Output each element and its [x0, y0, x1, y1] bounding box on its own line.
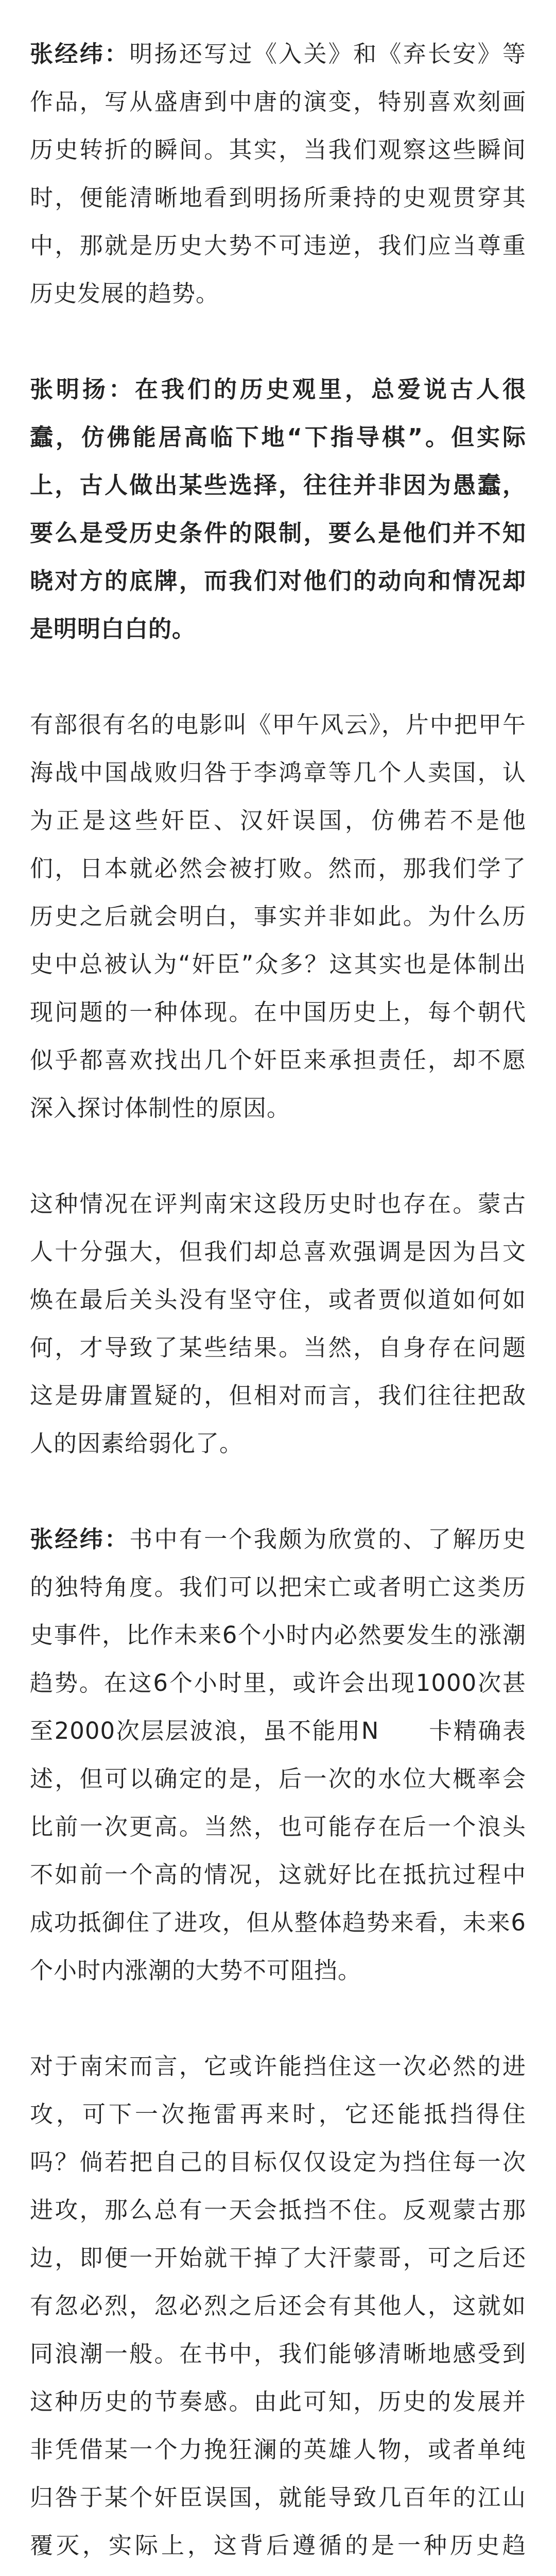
paragraph-1 — [30, 30, 526, 317]
paragraph-text: 书中有一个我颇为欣赏的、了解历史的独特角度。我们可以把宋亡或者明亡这类历史事件，比作未来6个小时内必然要发生的涨潮趋势。在这6个小时里，或许会出现1000次甚至2000次层层波浪，虽不能用N 卡精确表述，但可以确定的是，后一次的水位大概率会比前一次更高。当然，也可能存在后一个浪头不如前一个高的情况，这就好比在抵抗过程中成功抵御住了进攻，但从整体趋势来看，未来6个小时内涨潮的大势不可阻挡。 — [30, 1526, 526, 1984]
paragraph-text: 对于南宋而言，它或许能挡住这一次必然的进攻，可下一次拖雷再来时，它还能抵挡得住吗？倘若把自己的目标仅仅设定为挡住每一次进攻，那么总有一天会抵挡不住。反观蒙古那边，即便一开始就干掉了大汗蒙哥，可之后还有忽必烈，忽必烈之后还会有其他人，这就如同浪潮一般。在书中，我们能够清晰地感受到这种历史的节奏感。由此可知，历史的发展并非凭借某一个力挽狂澜的英雄人物，或者单纯归咎于某个奸臣误国，就能导致几百年的江山覆灭，实际上，这背后遵循的是一种历史趋 — [30, 2053, 526, 2559]
paragraph-4 — [30, 1180, 526, 1467]
paragraph-text: 有部很有名的电影叫《甲午风云》，片中把甲午海战中国战败归咎于李鸿章等几个人卖国，认为正是这些奸臣、汉奸误国，仿佛若不是他们，日本就必然会被打败。然而，那我们学了历史之后就会明白，事实并非如此。为什么历史中总被认为“奸臣”众多？这其实也是体制出现问题的一种体现。在中国历史上，每个朝代似乎都喜欢找出几个奸臣来承担责任，却不愿深入探讨体制性的原因。 — [30, 711, 526, 1122]
paragraph-2 — [30, 365, 526, 653]
paragraph-text: 明扬还写过《入关》和《弃长安》等作品，写从盛唐到中唐的演变，特别喜欢刻画历史转折的瞬间。其实，当我们观察这些瞬间时，便能清晰地看到明扬所秉持的史观贯穿其中，那就是历史大势不可违逆，我们应当尊重历史发展的趋势。 — [30, 40, 526, 307]
paragraph-5 — [30, 1515, 526, 1994]
paragraph-text: 这种情况在评判南宋这段历史时也存在。蒙古人十分强大，但我们却总喜欢强调是因为吕文焕在最后关头没有坚守住，或者贾似道如何如何，才导致了某些结果。当然，自身存在问题这是毋庸置疑的，但相对而言，我们往往把敌人的因素给弱化了。 — [30, 1190, 526, 1457]
paragraph-text: 在我们的历史观里，总爱说古人很蠢，仿佛能居高临下地“下指导棋”。但实际上，古人做出某些选择，往往并非因为愚蠢，要么是受历史条件的限制，要么是他们并不知晓对方的底牌，而我们对他们的动向和情况却是明明白白的。 — [30, 376, 526, 642]
speaker-label: 张经纬： — [30, 40, 130, 67]
paragraph-6 — [30, 2042, 526, 2576]
speaker-label: 张经纬： — [30, 1526, 130, 1553]
paragraph-3 — [30, 701, 526, 1132]
speaker-label: 张明扬： — [30, 376, 135, 403]
